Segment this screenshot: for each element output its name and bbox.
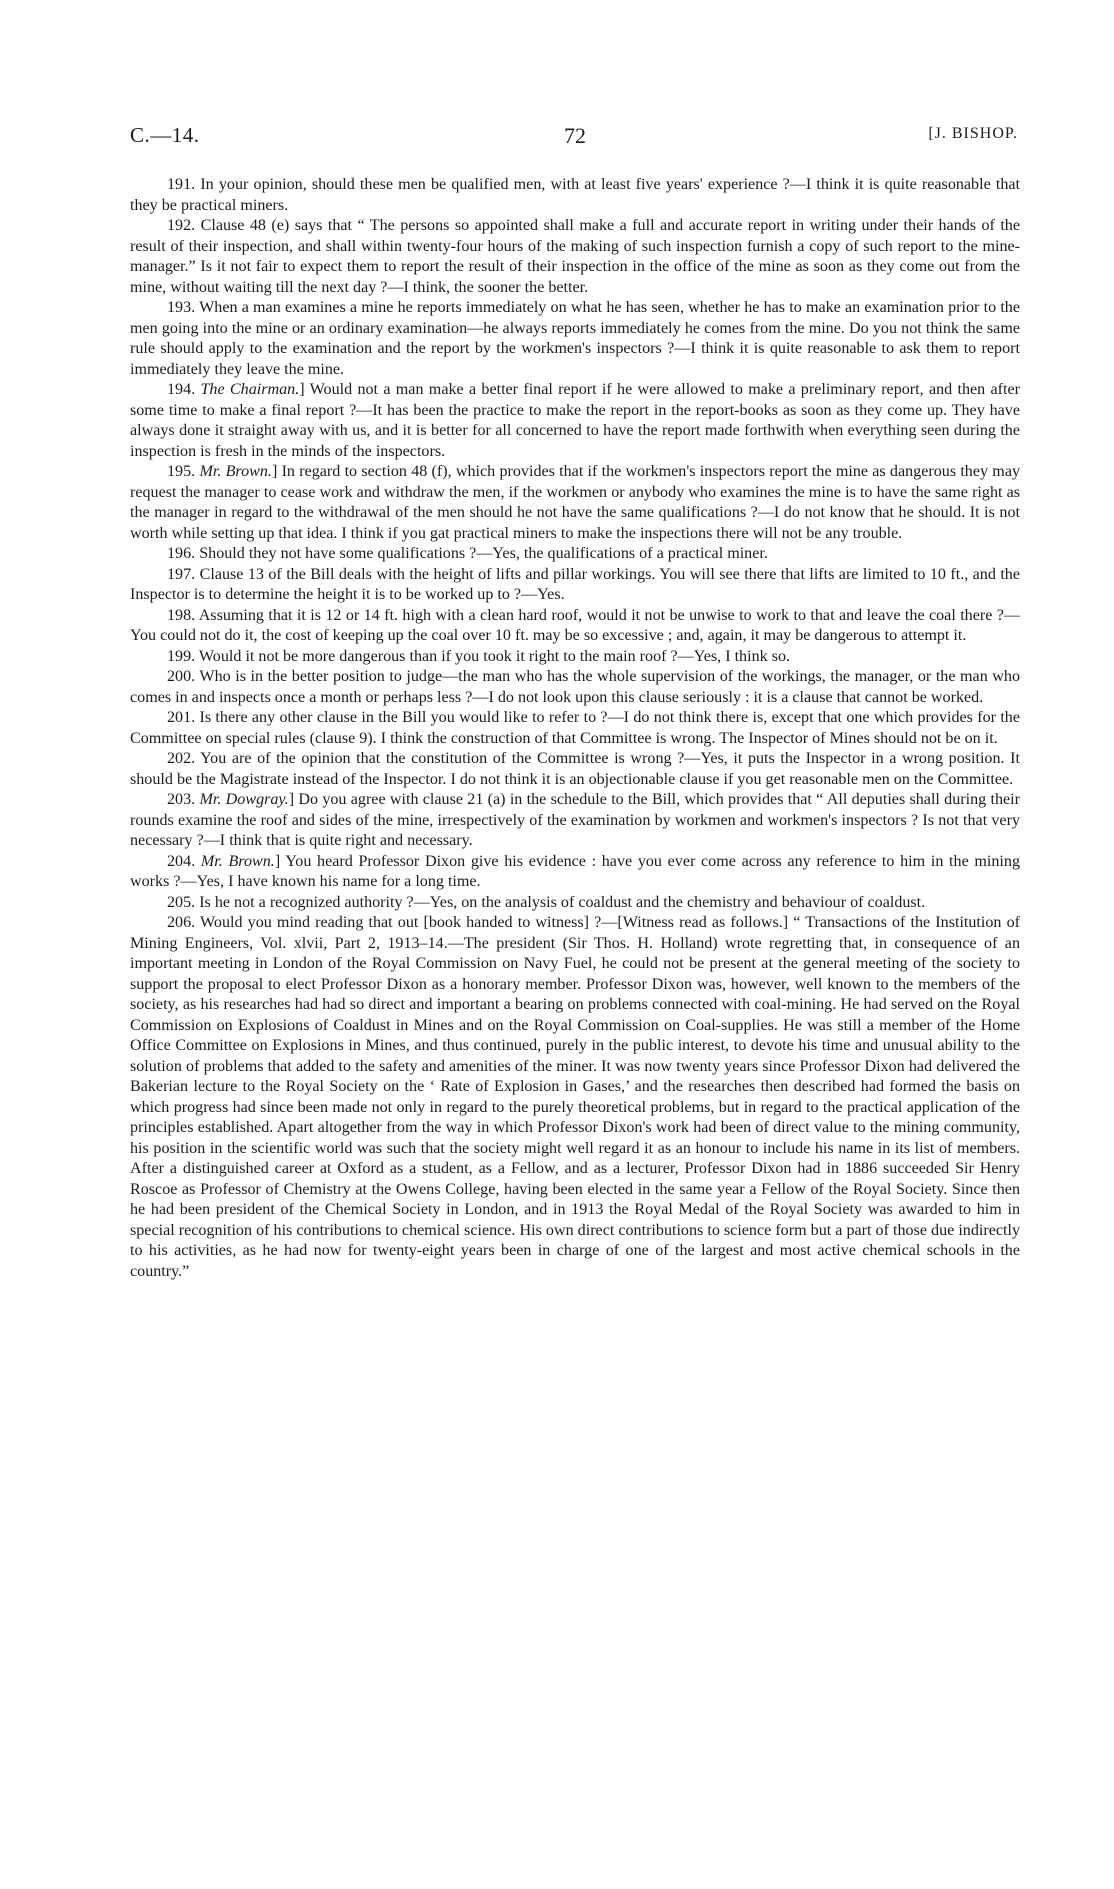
question-number: 193. [167, 299, 196, 316]
question-paragraph [130, 913, 1020, 1282]
question-number: 197. [167, 565, 196, 583]
speaker-name: The Chairman. [200, 381, 300, 398]
question-answer-text: Clause 48 (e) says that “ The persons so appointed shall make a full and accurate report in writing under their hands of the result of their inspection, and shall within twenty-four hours of the making of such inspection furnish a copy of such report to the mine-manager.” Is it not fair to expect them to report the result of their inspection in the office of the mine as soon as they come out from the mine, without waiting till the next day ?—I think, the sooner the better. [130, 217, 1020, 296]
question-answer-text: Clause 13 of the Bill deals with the height of lifts and pillar workings. You will see there that lifts are limited to 10 ft., and the Inspector is to determine the height it is to be worked up to ?—Yes. [130, 565, 1020, 603]
question-number: 203. [167, 791, 196, 808]
question-number: 194. [167, 381, 196, 398]
question-number: 198. [167, 606, 196, 624]
evidence-body [130, 175, 1020, 1282]
question-paragraph [130, 216, 1020, 298]
question-answer-text: Would it not be more dangerous than if you took it right to the main roof ?—Yes, I think so. [198, 647, 791, 665]
speaker-bracket: ] [299, 381, 305, 398]
question-answer-text: You heard Professor Dixon give his evidence : have you ever come across any reference to him in the mining works ?—Yes, I have known his name for a long time. [130, 852, 1020, 890]
question-paragraph [130, 893, 1020, 914]
question-answer-text: In regard to section 48 (f), which provides that if the workmen's inspectors report the mine as dangerous they may request the manager to cease work and withdraw the men, if the workmen or anybody who examines the mine is to have the same right as the manager in regard to the withdrawal of the men should he not have the same qualifications ?—I do not know that he should. It is not worth while setting up that idea. I think if you gat practical miners to make the inspections there will not be any trouble. [130, 463, 1021, 542]
page-header [130, 123, 1020, 153]
question-paragraph [130, 175, 1020, 216]
question-paragraph [130, 852, 1020, 893]
question-number: 205. [167, 893, 196, 911]
question-paragraph [130, 708, 1020, 749]
question-paragraph [130, 298, 1020, 380]
question-number: 196. [167, 545, 196, 562]
document-code: C.—14. [130, 123, 200, 147]
question-answer-text: Is there any other clause in the Bill you would like to refer to ?—I do not think there is, except that one which provides for the Committee on special rules (clause 9). I think the construction of that Committee is wrong. The Inspector of Mines should not be on it. [130, 709, 1020, 747]
question-answer-text: Assuming that it is 12 or 14 ft. high with a clean hard roof, would it not be unwise to work to that and leave the coal there ?—You could not do it, the cost of keeping up the coal over 10 ft. may be so excessive ; and, again, it may be dangerous to attempt it. [130, 606, 1020, 644]
question-answer-text: Would not a man make a better final report if he were allowed to make a preliminary report, and then after some time to make a final report ?—It has been the practice to make the report in the report-books as soon as they come up. They have always done it straight away with us, and it is better for all concerned to have the report made forthwith when everything seen during the inspection is fresh in the minds of the inspectors. [130, 381, 1020, 460]
question-answer-text: In your opinion, should these men be qualified men, with at least five years' experience ?—I think it is quite reasonable that they be practical miners. [130, 176, 1020, 214]
question-number: 192. [167, 217, 196, 234]
speaker-bracket: ] [271, 463, 278, 480]
question-paragraph [130, 462, 1020, 544]
question-paragraph [130, 749, 1020, 790]
question-number: 204. [167, 852, 196, 870]
page-number: 72 [564, 123, 586, 148]
question-answer-text: When a man examines a mine he reports immediately on what he has seen, whether he has to make an examination prior to the men going into the mine or an ordinary examination—he always reports immediately he comes from the mine. Do you not think the same rule should apply to the examination and the report by the workmen's inspectors ?—I think it is quite reasonable to ask them to report immediately they leave the mine. [130, 299, 1020, 378]
question-paragraph [130, 565, 1020, 606]
question-number: 202. [167, 750, 196, 767]
question-answer-text: Is he not a recognized authority ?—Yes, on the analysis of coaldust and the chemistry and behaviour of coaldust. [199, 893, 926, 911]
question-number: 195. [167, 463, 196, 480]
speaker-bracket: ] [288, 791, 295, 808]
question-paragraph [130, 380, 1020, 462]
speaker-name: Mr. Brown. [199, 463, 272, 480]
question-answer-text: Should they not have some qualifications ?—Yes, the qualifications of a practical miner. [199, 545, 768, 562]
question-number: 201. [167, 709, 196, 726]
question-answer-text: You are of the opinion that the constitution of the Committee is wrong ?—Yes, it puts the Inspector in a wrong position. It should be the Magistrate instead of the Inspector. I do not think it is an objectionable clause if you get reasonable men on the Committee. [130, 750, 1020, 788]
question-number: 200. [167, 668, 196, 685]
question-answer-text: Who is in the better position to judge—the man who has the whole supervision of the workings, the manager, or the man who comes in and inspects once a month or perhaps less ?—I do not look upon this clause seriously : it is a clause that cannot be worked. [130, 668, 1020, 706]
question-paragraph [130, 647, 1020, 668]
speaker-name: Mr. Brown. [200, 852, 275, 870]
question-answer-text: Do you agree with clause 21 (a) in the schedule to the Bill, which provides that “ All deputies shall during their rounds examine the roof and sides of the mine, irrespectively of the examination by workmen and workmen's inspectors ? Is not that very necessary ?—I think that is quite right and necessary. [130, 791, 1020, 849]
question-number: 191. [167, 176, 196, 193]
question-number: 199. [167, 647, 196, 665]
question-paragraph [130, 544, 1020, 565]
question-paragraph [130, 790, 1020, 852]
question-paragraph [130, 667, 1020, 708]
speaker-bracket: ] [274, 852, 281, 870]
question-number: 206. [167, 914, 196, 931]
speaker-name: Mr. Dowgray. [199, 791, 289, 808]
witness-name: [J. BISHOP. [928, 125, 1018, 142]
question-paragraph [130, 606, 1020, 647]
question-answer-text: Would you mind reading that out [book handed to witness] ?—[Witness read as follows.] “ Transactions of the Institution of Mining Engineers, Vol. xlvii, Part 2, 1913–14.—The president (Sir Thos. H. Holland) wrote regretting that, in consequence of an important meeting in London of the Royal Commission on Navy Fuel, he could not be present at the general meeting of the society to support the proposal to elect Professor Dixon as a honorary member. Professor Dixon was, however, well known to the members of the society, as his researches had had so direct and important a bearing on problems connected with coal-mining. He had served on the Royal Commission on Explosions of Coaldust in Mines and on the Royal Commission on Coal-supplies. He was still a member of the Home Office Committee on Explosions in Mines, and thus continued, purely in the public interest, to devote his time and unusual ability to the solution of problems that added to the safety and amenities of the miner. It was now twenty years since Professor Dixon had delivered the Bakerian lecture to the Royal Society on the ‘ Rate of Explosion in Gases,’ and the researches then described had formed the basis on which progress had since been made not only in regard to the purely theoretical problems, but in regard to the practical application of the principles established. Apart altogether from the way in which Professor Dixon's work had been of direct value to the mining community, his position in the scientific world was such that the society might well regard it as an honour to include his name in its list of members. After a distinguished career at Oxford as a student, as a Fellow, and as a lecturer, Professor Dixon had in 1886 succeeded Sir Henry Roscoe as Professor of Chemistry at the Owens College, having been elected in the same year a Fellow of the Royal Society. Since then he had been president of the Chemical Society in London, and in 1913 the Royal Medal of the Royal Society was awarded to him in special recognition of his contributions to chemical science. His own direct contributions to science form but a part of those due indirectly to his activities, as he had now for twenty-eight years been in charge of one of the largest and most active chemical schools in the country.” [130, 914, 1020, 1280]
